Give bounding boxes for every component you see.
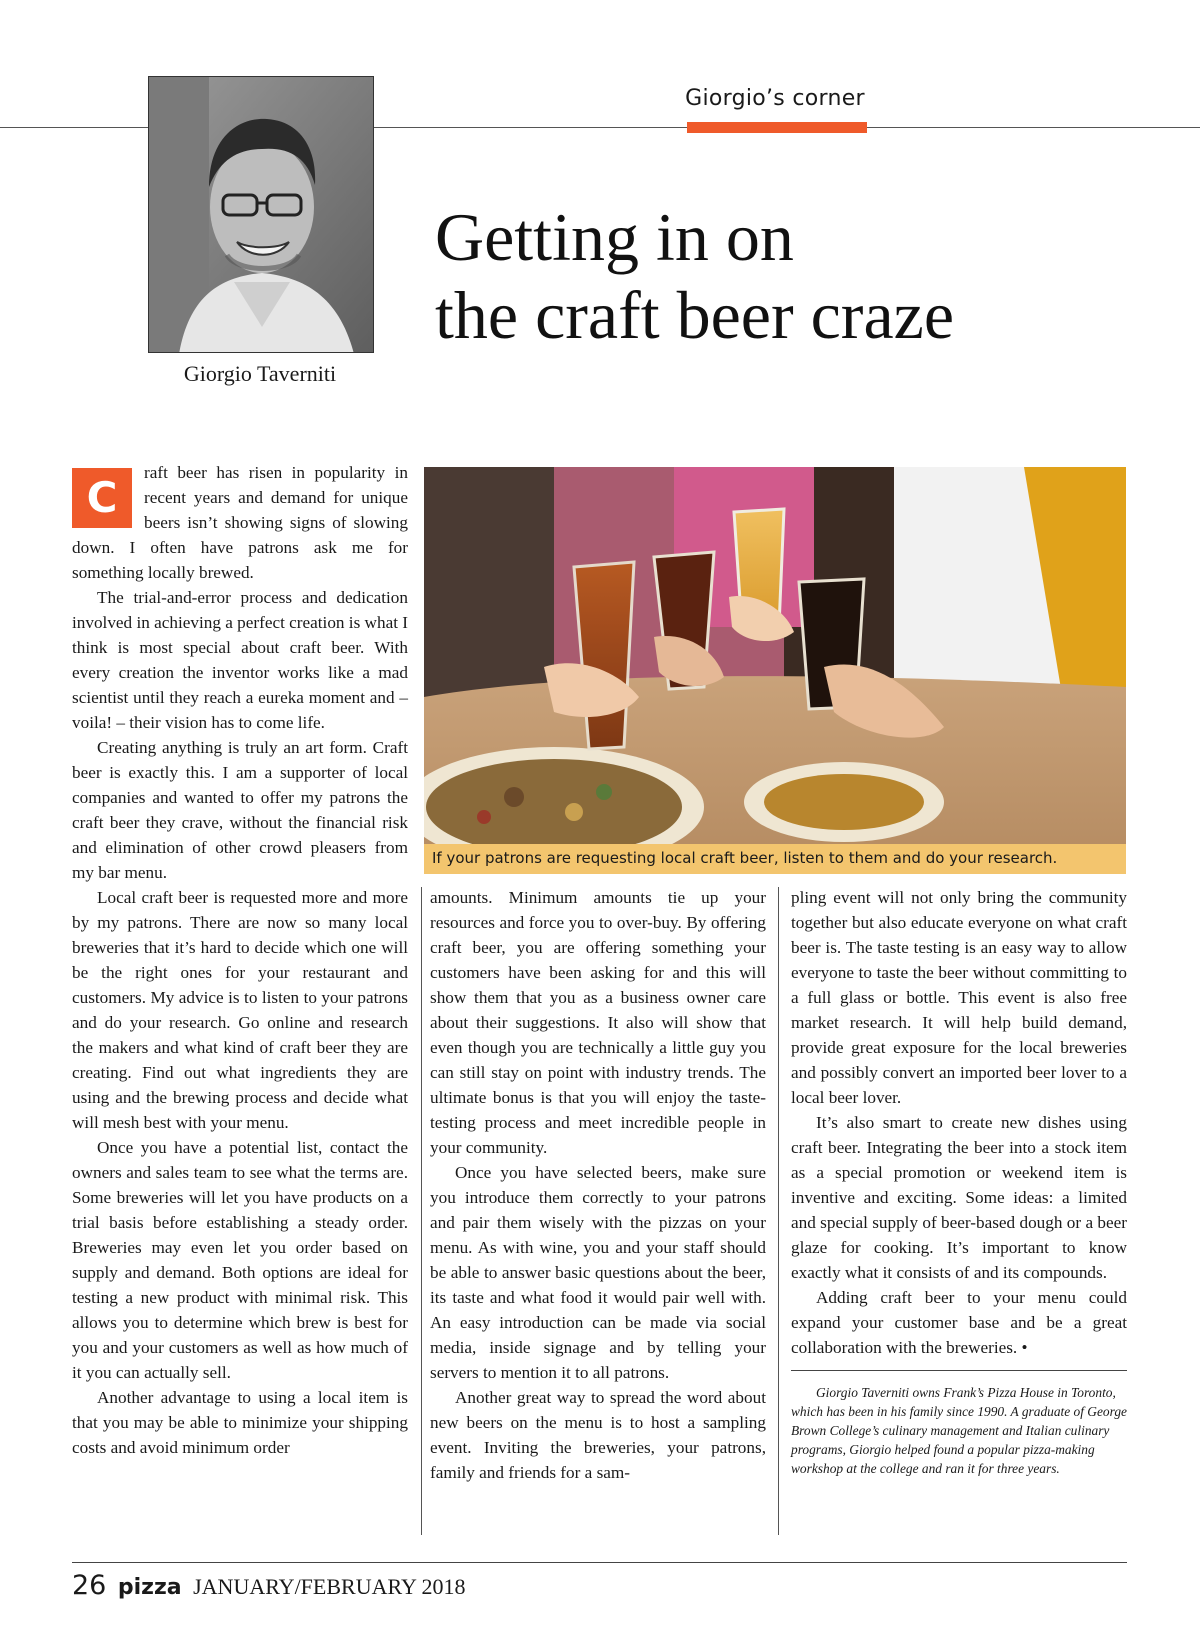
section-label: Giorgio’s corner bbox=[685, 86, 865, 111]
article-paragraph: pling event will not only bring the community together but also educate everyone on what craft beer is. The taste testing is an easy way to allow everyone to taste the beer without committing to a full glass or bottle. This event is also free market research. It will help build demand, provide great exposure for the local breweries and possibly convert an imported beer lover to a local beer lover. bbox=[791, 888, 1127, 1107]
page-number: 26 bbox=[72, 1570, 107, 1601]
article-paragraph: Local craft beer is requested more and more by my patrons. There are now so many local breweries that it’s hard to decide which one will be the right ones for your restaurant and customers. My advice is to listen to your patrons and do your research. Go online and research the makers and what kind of craft beer they are creating. Find out what ingredients they are using and the brewing process and decide what will mesh best with your menu. bbox=[72, 888, 408, 1132]
portrait-photo-icon bbox=[149, 77, 374, 353]
magazine-name: pizza bbox=[117, 1575, 182, 1600]
footer-rule bbox=[72, 1562, 1127, 1563]
article-paragraph: Another great way to spread the word about new beers on the menu is to host a sampling event. Inviting the breweries, your patrons, family and friends for a sam- bbox=[430, 1388, 766, 1482]
article-paragraph: Once you have selected beers, make sure you introduce them correctly to your patrons and pair them wisely with the pizzas on your menu. As with wine, you and your staff should be able to answer basic questions about the beer, its taste and what food it would pair well with. An easy introduction can be made via social media, inside signage and by telling your servers to mention it to all patrons. bbox=[430, 1163, 766, 1382]
article-paragraph: amounts. Minimum amounts tie up your resources and force you to over-buy. By offering craft beer, you are offering something your customers have been asking for and this will show them that you as a business owner care about their suggestions. It also will show that even though you are technically a little guy you can still stay on point with industry trends. The ultimate bonus is that you will enjoy the taste-testing process and meet incredible people in your community. bbox=[430, 888, 766, 1157]
article-paragraph: Another advantage to using a local item is that you may be able to minimize your shipping costs and avoid minimum order bbox=[72, 1388, 408, 1457]
author-bio: Giorgio Taverniti owns Frank’s Pizza House in Toronto, which has been in his family since 1990. A graduate of George Brown College’s culinary management and Italian culinary programs, Giorgio helped found a popular pizza-making workshop at the college and ran it for three years. bbox=[791, 1385, 1127, 1476]
article-paragraph: It’s also smart to create new dishes using craft beer. Integrating the beer into a stock item as a special promotion or weekend item is inventive and exciting. Some ideas: a limited and special supply of beer-based dough or a beer glaze for cooking. It’s important to know exactly what it consists of and its compounds. bbox=[791, 1113, 1127, 1282]
author-portrait bbox=[148, 76, 374, 353]
article-paragraph: The trial-and-error process and dedication involved in achieving a perfect creation is what I think is most special about craft beer. With every creation the inventor works like a mad scientist until they reach a eureka moment and – voila! – their vision has to come life. bbox=[72, 588, 408, 732]
portrait-caption: Giorgio Taverniti bbox=[183, 361, 337, 386]
article-paragraph: Once you have a potential list, contact the owners and sales team to see what the terms are. Some breweries will let you have products on a trial basis before establishing a steady order. Breweries may even let you order based on supply and demand. Both options are ideal for testing a new product with minimal risk. This allows you to determine which brew is best for you and your customers as well as how much of it you can actually sell. bbox=[72, 1138, 408, 1382]
article-photo bbox=[424, 467, 1126, 874]
article-paragraph: Creating anything is truly an art form. Craft beer is exactly this. I am a supporter of local companies and wanted to offer my patrons the craft beer they crave, without the financial risk and elimination of other crowd pleasers from my bar menu. bbox=[72, 738, 408, 882]
article-paragraph: raft beer has risen in popularity in recent years and demand for unique beers isn’t showing signs of slowing down. I often have patrons ask me for something locally brewed. bbox=[72, 463, 408, 582]
photo-caption: If your patrons are requesting local craft beer, listen to them and do your research. bbox=[424, 844, 1126, 874]
article-column-2 bbox=[430, 885, 766, 1485]
drop-cap: C bbox=[72, 468, 132, 528]
section-accent-bar bbox=[687, 122, 867, 133]
column-divider bbox=[778, 887, 779, 1535]
article-headline bbox=[435, 198, 1155, 354]
article-paragraph: Adding craft beer to your menu could expand your customer base and be a great collaboration with the breweries. • bbox=[791, 1288, 1127, 1357]
bio-rule bbox=[791, 1370, 1127, 1371]
craft-beer-toast-photo-icon bbox=[424, 467, 1126, 874]
page-footer bbox=[72, 1570, 466, 1601]
headline-line-2: the craft beer craze bbox=[435, 277, 954, 353]
article-column-3 bbox=[791, 885, 1127, 1478]
headline-line-1: Getting in on bbox=[435, 199, 794, 275]
column-divider bbox=[421, 887, 422, 1535]
article-column-1 bbox=[72, 460, 408, 1460]
issue-date: JANUARY/FEBRUARY 2018 bbox=[193, 1574, 466, 1599]
